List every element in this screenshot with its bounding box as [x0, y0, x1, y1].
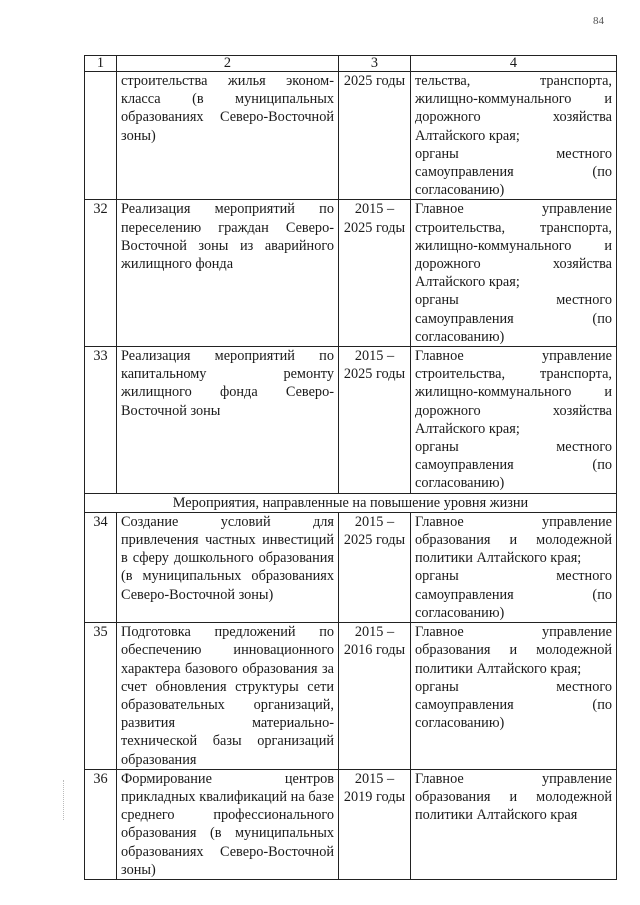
responsible: [411, 200, 617, 347]
table-row: [85, 200, 617, 347]
responsible: [411, 623, 617, 770]
row-number: 34: [85, 512, 117, 622]
period: 2015 – 2019 годы: [339, 769, 411, 879]
responsible: [411, 512, 617, 622]
table-row: [85, 623, 617, 770]
table-row: [85, 347, 617, 494]
measure-description: Формирование центров прикладных квалификаций на базе среднего профессионального образования (в муниципальных образованиях Северо-Восточной зоны): [117, 769, 339, 879]
table-row: [85, 769, 617, 879]
period: 2025 годы: [339, 72, 411, 200]
responsible: [411, 72, 617, 200]
table-row: [85, 512, 617, 622]
responsible-main: Главное управление строительства, транспорта, жилищно-коммунального и дорожного хозяйства Алтайского края;: [415, 348, 612, 437]
responsible: [411, 769, 617, 879]
table-row: [85, 72, 617, 200]
column-number-header: [85, 56, 617, 72]
section-heading-row: [85, 493, 617, 512]
margin-mark: [63, 780, 65, 820]
responsible-main: тельства, транспорта, жилищно-коммунального и дорожного хозяйства Алтайского края;: [415, 73, 612, 144]
header-col-1: 1: [85, 56, 117, 72]
header-col-3: 3: [339, 56, 411, 72]
section-title: Мероприятия, направленные на повышение уровня жизни: [85, 493, 617, 512]
responsible-main: Главное управление строительства, транспорта, жилищно-коммунального и дорожного хозяйства Алтайского края;: [415, 201, 612, 291]
row-number: 33: [85, 347, 117, 494]
measure-description: строительства жилья эконом-класса (в муниципальных образованиях Северо-Восточной зоны): [117, 72, 339, 200]
period: 2015 – 2025 годы: [339, 512, 411, 622]
row-number: 32: [85, 200, 117, 347]
row-number: 36: [85, 769, 117, 879]
responsible-main: Главное управление образования и молодежной политики Алтайского края: [415, 770, 612, 824]
header-col-2: 2: [117, 56, 339, 72]
responsible-local: органы местного самоуправления (по согласованию): [415, 439, 612, 492]
measure-description: Создание условий для привлечения частных инвестиций в сферу дошкольного образования (в муниципальных образованиях Северо-Восточной зоны): [117, 512, 339, 622]
period: 2015 – 2025 годы: [339, 200, 411, 347]
responsible-local: органы местного самоуправления (по согласованию): [415, 678, 612, 732]
responsible-main: Главное управление образования и молодежной политики Алтайского края;: [415, 624, 612, 677]
responsible-local: органы местного самоуправления (по согласованию): [415, 568, 612, 621]
responsible: [411, 347, 617, 494]
responsible-local: органы местного самоуправления (по согласованию): [415, 145, 612, 199]
period: 2015 – 2025 годы: [339, 347, 411, 494]
responsible-main: Главное управление образования и молодежной политики Алтайского края;: [415, 513, 612, 567]
measures-table: [84, 55, 617, 880]
row-number: [85, 72, 117, 200]
page-number: 84: [593, 15, 604, 27]
period: 2015 – 2016 годы: [339, 623, 411, 770]
row-number: 35: [85, 623, 117, 770]
responsible-local: органы местного самоуправления (по согласованию): [415, 292, 612, 345]
header-col-4: 4: [411, 56, 617, 72]
measure-description: Подготовка предложений по обеспечению инновационного характера базового образования за счет обновления структуры сети образовательных организаций, развития материально-технической базы организаций образования: [117, 623, 339, 770]
measure-description: Реализация мероприятий по переселению граждан Северо-Восточной зоны из аварийного жилищного фонда: [117, 200, 339, 347]
measure-description: Реализация мероприятий по капитальному ремонту жилищного фонда Северо-Восточной зоны: [117, 347, 339, 494]
